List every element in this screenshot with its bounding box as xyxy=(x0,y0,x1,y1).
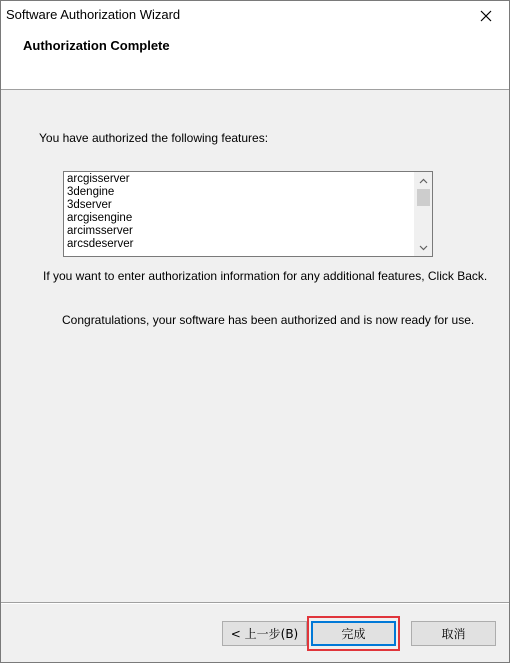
scroll-thumb[interactable] xyxy=(417,189,430,206)
back-button[interactable]: < 上一步(B) xyxy=(222,621,307,646)
wizard-header xyxy=(1,31,509,90)
back-hint-text: If you want to enter authorization information for any additional features, Click Back. xyxy=(43,269,488,283)
scroll-down-button[interactable] xyxy=(415,239,432,256)
footer-divider-highlight xyxy=(1,603,509,604)
page-title: Authorization Complete xyxy=(23,38,170,53)
title-bar xyxy=(1,1,509,31)
list-scrollbar[interactable] xyxy=(414,172,432,256)
chevron-up-icon xyxy=(419,178,428,184)
features-list-items xyxy=(64,173,414,251)
close-icon xyxy=(480,10,492,22)
scroll-up-button[interactable] xyxy=(415,172,432,189)
chevron-down-icon xyxy=(419,245,428,251)
list-item[interactable]: arcimsserver xyxy=(67,225,133,237)
congratulations-text: Congratulations, your software has been authorized and is now ready for use. xyxy=(62,313,475,327)
window-title: Software Authorization Wizard xyxy=(6,7,181,22)
authorized-features-list[interactable] xyxy=(63,171,433,257)
list-item[interactable]: arcgisengine xyxy=(67,212,133,224)
list-item[interactable]: arcsdeserver xyxy=(67,238,134,250)
list-item[interactable]: arcgisserver xyxy=(67,173,130,185)
cancel-button[interactable]: 取消 xyxy=(411,621,496,646)
list-item[interactable]: 3dengine xyxy=(67,186,115,198)
finish-button[interactable]: 完成 xyxy=(311,621,396,646)
list-item[interactable]: 3dserver xyxy=(67,199,112,211)
intro-text: You have authorized the following features: xyxy=(39,131,269,145)
close-button[interactable] xyxy=(463,1,509,31)
